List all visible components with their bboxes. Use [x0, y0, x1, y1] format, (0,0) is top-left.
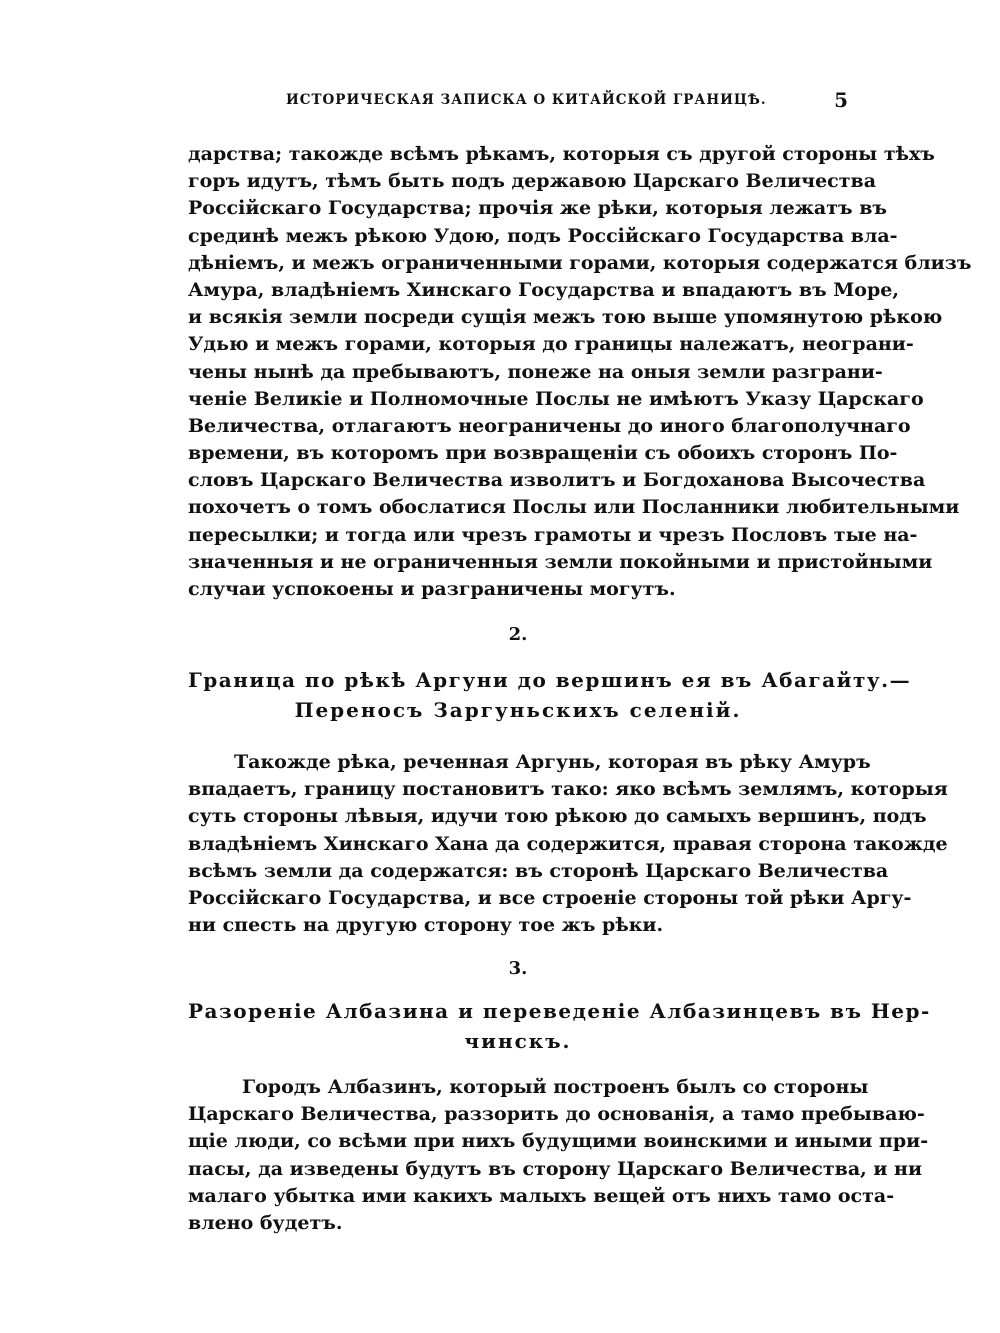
text-line: похочетъ о томъ обослатися Послы или Посланники любительными [188, 496, 960, 519]
section-heading-line: Граница по рѣкѣ Аргуни до вершинъ ея въ Абагайту.— [188, 668, 912, 692]
text-line: щіе люди, со всѣми при нихъ будущими воинскими и иными при- [188, 1130, 929, 1153]
section-3-number: 3. [508, 958, 528, 979]
text-line: Городъ Албазинъ, который построенъ былъ со стороны [242, 1076, 869, 1098]
text-line: Величества, отлагаютъ неограничены до иного благополучнаго [188, 414, 911, 437]
text-line: пересылки; и тогда или чрезъ грамоты и чрезъ Пословъ тые на- [188, 523, 918, 546]
text-line: дѣніемъ, и межъ ограниченными горами, которыя содержатся близъ [188, 251, 972, 274]
running-head [188, 88, 848, 116]
text-line: суть стороны лѣвыя, идучи тою рѣкою до самыхъ вершинъ, подъ [188, 805, 927, 828]
text-line: Царскаго Величества, раззорить до основанія, а тамо пребываю- [188, 1103, 925, 1126]
text-line: ченіе Великіе и Полномочные Послы не имѣютъ Указу Царскаго [188, 387, 924, 410]
section-2-heading [188, 665, 912, 725]
text-line: Такожде рѣка, реченная Аргунь, которая въ рѣку Амуръ [234, 751, 871, 773]
text-line: времени, въ которомъ при возвращеніи съ обоихъ сторонъ По- [188, 442, 898, 465]
section-2-number: 2. [508, 624, 528, 645]
text-line: случаи успокоены и разграничены могутъ. [188, 578, 676, 600]
text-line: владѣніемъ Хинскаго Хана да содержится, правая сторона такожде [188, 832, 948, 855]
text-line: Россійскаго Государства; прочія же рѣки, которыя лежатъ въ [188, 197, 887, 220]
section-2-paragraph [188, 749, 948, 939]
section-3-paragraph [188, 1074, 929, 1237]
paragraph-1 [188, 141, 972, 603]
page-number: 5 [834, 88, 848, 112]
text-line: чены нынѣ да пребываютъ, понеже на оныя земли разграни- [188, 360, 883, 383]
text-line: дарства; такожде всѣмъ рѣкамъ, которыя съ другой стороны тѣхъ [188, 143, 935, 165]
text-line: влено будетъ. [188, 1211, 343, 1234]
text-line: значенныя и не ограниченныя земли покойными и пристойными [188, 550, 933, 573]
text-line: малаго убытка ими какихъ малыхъ вещей отъ нихъ тамо оста- [188, 1184, 895, 1207]
text-line: Удью и межъ горами, которыя до границы належатъ, неограни- [188, 333, 914, 356]
text-line: горъ идутъ, тѣмъ быть подъ державою Царскаго Величества [188, 170, 877, 193]
text-line: ни спесть на другую сторону тое жъ рѣки. [188, 914, 664, 937]
section-heading-line: Разореніе Албазина и переведеніе Албазинцевъ въ Нер- [188, 999, 931, 1023]
text-line: срединѣ межъ рѣкою Удою, подъ Россійскаго Государства вла- [188, 224, 898, 247]
section-heading-line: Переносъ Заргуньскихъ селеній. [294, 698, 742, 722]
section-3-heading [188, 996, 931, 1056]
text-line: словъ Царскаго Величества изволитъ и Богдоханова Высочества [188, 469, 926, 492]
running-title: ИСТОРИЧЕСКАЯ ЗАПИСКА О КИТАЙСКОЙ ГРАНИЦѢ. [286, 92, 767, 108]
text-line: Амура, владѣніемъ Хинскаго Государства и впадаютъ въ Море, [188, 278, 899, 301]
section-heading-line: чинскъ. [464, 1029, 572, 1053]
text-line: всѣмъ земли да содержатся: въ сторонѣ Царскаго Величества [188, 859, 889, 882]
text-line: Россійскаго Государства, и все строеніе стороны той рѣки Аргу- [188, 886, 912, 909]
text-line: пасы, да изведены будутъ въ сторону Царскаго Величества, и ни [188, 1157, 923, 1180]
text-line: и всякія земли посреди сущія межъ тою выше упомянутою рѣкою [188, 306, 943, 329]
text-line: впадаетъ, границу постановитъ тако: яко всѣмъ землямъ, которыя [188, 778, 948, 801]
